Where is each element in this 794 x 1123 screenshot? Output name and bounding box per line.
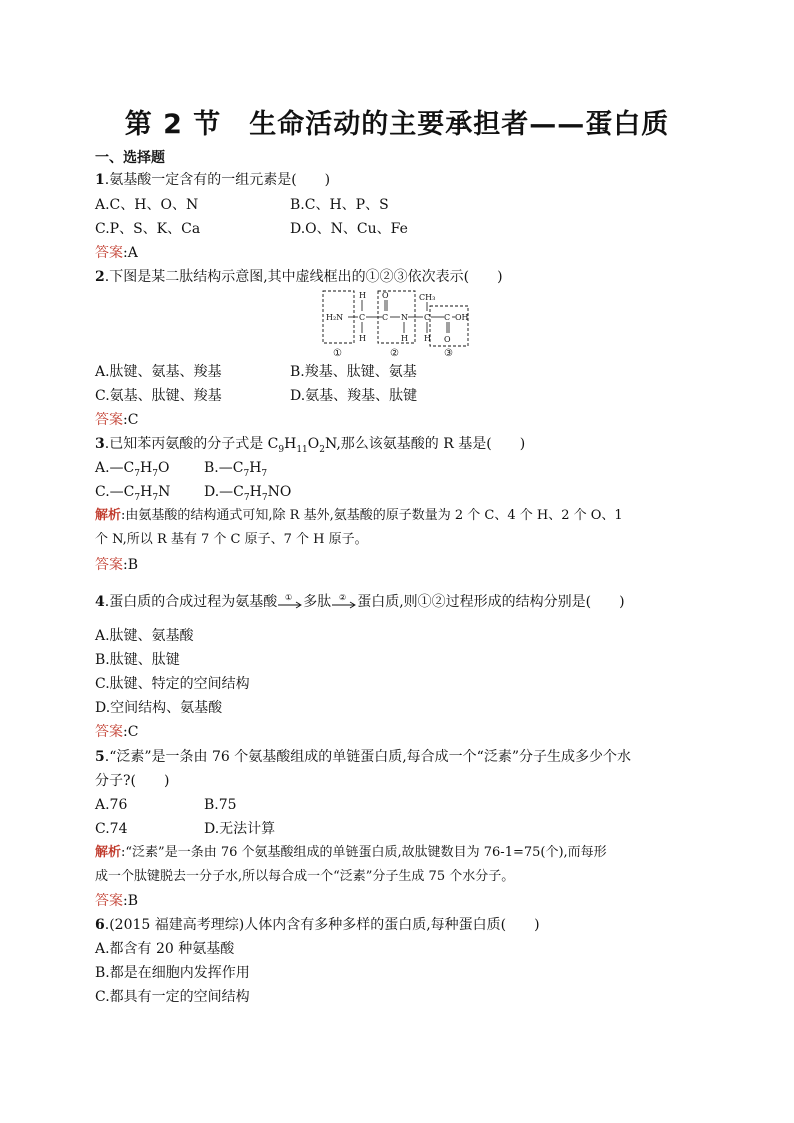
q3-option-d xyxy=(204,482,291,508)
atom-ch3: CH₃ xyxy=(419,293,436,302)
q2-option-c: C.氨基、肽键、羧基 xyxy=(95,388,222,404)
question-number: 6 xyxy=(95,917,105,933)
q3-option-a xyxy=(95,458,169,484)
marker-3: ③ xyxy=(444,348,453,359)
section-heading: 一、选择题 xyxy=(95,150,165,166)
subscript: 11 xyxy=(296,444,308,455)
atom-n: N xyxy=(401,313,408,322)
q5-option-c: C.74 xyxy=(95,821,128,837)
subscript: 9 xyxy=(278,444,285,455)
q3-answer xyxy=(95,555,138,575)
answer-label: 答案 xyxy=(95,557,123,573)
answer-label: 答案 xyxy=(95,245,123,261)
option-text: H xyxy=(249,484,262,500)
subscript: 7 xyxy=(261,468,268,479)
q3-explanation-line-1 xyxy=(95,506,623,526)
answer-value: :A xyxy=(123,245,138,261)
q1-answer xyxy=(95,243,138,263)
q5-explanation-line-1 xyxy=(95,843,607,863)
option-text: H xyxy=(140,460,153,476)
q3-explanation-line-2: 个 N,所以 R 基有 7 个 C 原子、7 个 H 原子。 xyxy=(95,532,368,547)
question-text: H xyxy=(284,436,297,452)
option-text: D.—C xyxy=(204,484,244,500)
question-number: 4 xyxy=(95,594,105,610)
question-4-stem xyxy=(95,592,625,612)
atom-h: H xyxy=(359,291,366,300)
arrow-1-label: ① xyxy=(285,593,293,602)
question-text: 蛋白质,则①②过程形成的结构分别是( ) xyxy=(357,594,625,610)
arrow-2-label: ② xyxy=(339,593,347,602)
q2-option-d: D.氨基、羧基、肽键 xyxy=(290,388,418,404)
question-2-stem xyxy=(95,267,503,287)
question-text: .蛋白质的合成过程为氨基酸 xyxy=(104,594,278,610)
question-text: N,那么该氨基酸的 R 基是( ) xyxy=(325,436,526,452)
marker-2: ② xyxy=(390,348,399,359)
question-text: 多肽 xyxy=(303,594,332,610)
reaction-arrow-2 xyxy=(331,592,357,612)
q1-option-a: A.C、H、O、N xyxy=(95,197,199,213)
atom-c: C xyxy=(382,313,389,322)
subscript: 7 xyxy=(152,492,159,503)
atom-oh: OH xyxy=(455,313,469,322)
atom-o: O xyxy=(382,291,389,300)
subscript: 7 xyxy=(243,468,250,479)
question-text: .氨基酸一定含有的一组元素是( ) xyxy=(104,172,331,188)
question-text: .已知苯丙氨酸的分子式是 C xyxy=(104,436,279,452)
question-5-stem-line-1 xyxy=(95,747,631,767)
option-text: NO xyxy=(267,484,292,500)
q5-option-d: D.无法计算 xyxy=(204,821,276,837)
subscript: 2 xyxy=(319,444,325,455)
subscript: 7 xyxy=(243,492,250,503)
q3-option-b xyxy=(204,458,267,484)
answer-label: 答案 xyxy=(95,412,123,428)
marker-1: ① xyxy=(333,348,342,359)
option-text: O xyxy=(157,460,170,476)
question-text: .下图是某二肽结构示意图,其中虚线框出的①②③依次表示( ) xyxy=(104,269,503,285)
option-text: A.—C xyxy=(95,460,135,476)
answer-value: :C xyxy=(123,724,139,740)
q4-option-c: C.肽键、特定的空间结构 xyxy=(95,676,250,692)
reaction-arrow-1 xyxy=(277,592,303,612)
q6-option-b: B.都是在细胞内发挥作用 xyxy=(95,965,250,981)
q2-option-a: A.肽键、氨基、羧基 xyxy=(95,364,222,380)
question-text: .(2015 福建高考理综)人体内含有多种多样的蛋白质,每种蛋白质( ) xyxy=(104,917,540,933)
question-5-stem-line-2: 分子?( ) xyxy=(95,773,170,789)
option-text: B.—C xyxy=(204,460,244,476)
question-6-stem xyxy=(95,915,540,935)
explanation-label: 解析 xyxy=(95,508,122,523)
q5-explanation-line-2: 成一个肽键脱去一分子水,所以每合成一个“泛素”分子生成 75 个水分子。 xyxy=(95,869,515,884)
explanation-text: :“泛素”是一条由 76 个氨基酸组成的单链蛋白质,故肽键数目为 76-1=75(个),而每形 xyxy=(121,845,607,860)
answer-label: 答案 xyxy=(95,893,123,909)
question-text: O xyxy=(307,436,320,452)
question-number: 2 xyxy=(95,269,105,285)
option-text: C.—C xyxy=(95,484,135,500)
question-number: 1 xyxy=(95,172,105,188)
question-1-stem xyxy=(95,170,330,190)
q5-answer xyxy=(95,891,138,911)
q1-option-c: C.P、S、K、Ca xyxy=(95,221,201,237)
q4-option-b: B.肽键、肽键 xyxy=(95,652,180,668)
q4-option-d: D.空间结构、氨基酸 xyxy=(95,700,223,716)
q5-option-b: B.75 xyxy=(204,797,237,813)
subscript: 7 xyxy=(261,492,268,503)
answer-label: 答案 xyxy=(95,724,123,740)
subscript: 7 xyxy=(134,492,141,503)
q4-answer xyxy=(95,722,138,742)
subscript: 7 xyxy=(134,468,141,479)
answer-value: :B xyxy=(123,893,139,909)
answer-value: :B xyxy=(123,557,139,573)
option-text: H xyxy=(140,484,153,500)
q2-answer xyxy=(95,410,138,430)
atom-h: H xyxy=(424,334,431,343)
page-title: 第 2 节 生命活动的主要承担者——蛋白质 xyxy=(124,109,670,140)
atom-h: H xyxy=(401,334,408,343)
atom-c: C xyxy=(444,313,451,322)
atom-c: C xyxy=(359,313,366,322)
question-number: 3 xyxy=(95,436,105,452)
subscript: 7 xyxy=(152,468,158,479)
q4-option-a: A.肽键、氨基酸 xyxy=(95,628,194,644)
option-text: N xyxy=(158,484,171,500)
q3-option-c xyxy=(95,482,170,508)
answer-value: :C xyxy=(123,412,139,428)
q1-option-b: B.C、H、P、S xyxy=(290,197,389,213)
atom-h2n: H₂N xyxy=(326,313,344,322)
question-text: .“泛素”是一条由 76 个氨基酸组成的单链蛋白质,每合成一个“泛素”分子生成多少个水 xyxy=(104,749,631,765)
q1-option-d: D.O、N、Cu、Fe xyxy=(290,221,408,237)
q5-option-a: A.76 xyxy=(95,797,128,813)
question-number: 5 xyxy=(95,749,105,765)
atom-c: C xyxy=(424,313,431,322)
explanation-label: 解析 xyxy=(95,845,122,860)
q6-option-c: C.都具有一定的空间结构 xyxy=(95,989,250,1005)
dipeptide-structure-diagram xyxy=(320,288,470,360)
q2-option-b: B.羧基、肽键、氨基 xyxy=(290,364,417,380)
option-text: H xyxy=(249,460,262,476)
q6-option-a: A.都含有 20 种氨基酸 xyxy=(95,941,235,957)
atom-h: H xyxy=(359,334,366,343)
atom-o: O xyxy=(444,335,451,344)
explanation-text: :由氨基酸的结构通式可知,除 R 基外,氨基酸的原子数量为 2 个 C、4 个 H、2 个 O、1 xyxy=(121,508,623,523)
question-3-stem xyxy=(95,434,525,460)
